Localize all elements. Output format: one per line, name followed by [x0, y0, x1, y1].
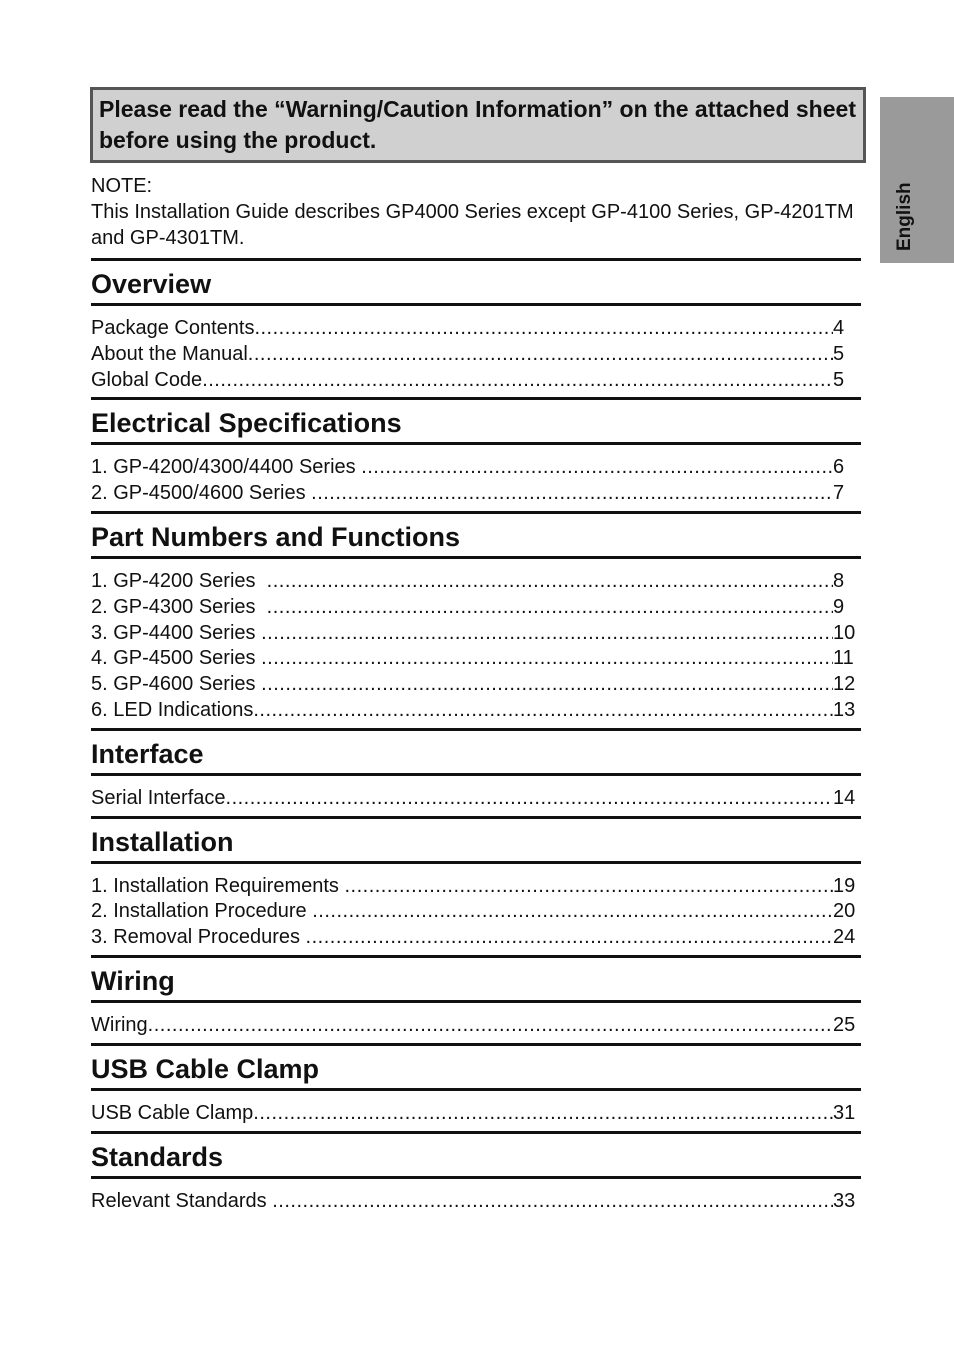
dot-leader	[148, 1013, 833, 1039]
toc-entry-page: 12	[833, 673, 856, 696]
toc-entry-label: 3. GP-4400 Series	[91, 621, 262, 644]
dot-leader	[306, 925, 833, 951]
toc-section	[91, 728, 861, 812]
section-heading: Standards	[91, 1131, 861, 1179]
toc-entry	[91, 899, 861, 925]
toc-entry	[91, 925, 861, 951]
toc-entry	[91, 672, 861, 698]
section-heading: Interface	[91, 728, 861, 776]
dot-leader	[248, 342, 833, 368]
dot-leader	[253, 698, 833, 724]
toc-entry-label: Package Contents	[91, 317, 255, 339]
section-heading: Overview	[91, 258, 861, 306]
toc-section	[91, 258, 861, 393]
dot-leader	[202, 368, 833, 394]
toc-section	[91, 397, 861, 507]
section-heading: USB Cable Clamp	[91, 1043, 861, 1091]
toc-section	[91, 1043, 861, 1127]
language-tab	[880, 97, 954, 263]
toc-entry-list	[91, 872, 861, 951]
dot-leader	[312, 899, 833, 925]
toc-section	[91, 955, 861, 1039]
table-of-contents	[91, 258, 861, 1218]
dot-leader	[344, 874, 833, 900]
toc-entry-label: 6. LED Indications	[91, 698, 254, 721]
toc-section	[91, 511, 861, 724]
toc-entry	[91, 698, 861, 724]
toc-entry-label: 2. GP-4500/4600 Series	[91, 482, 312, 505]
note-label: NOTE:	[91, 175, 153, 197]
toc-entry-page: 10	[833, 621, 856, 644]
toc-entry-page: 19	[833, 874, 856, 897]
toc-entry-label: 1. Installation Requirements	[91, 874, 345, 897]
toc-entry-list	[91, 453, 861, 507]
toc-section	[91, 816, 861, 951]
toc-entry	[91, 455, 861, 481]
dot-leader	[267, 569, 833, 595]
toc-entry-label: 4. GP-4500 Series	[91, 647, 262, 670]
section-heading: Part Numbers and Functions	[91, 511, 861, 559]
toc-entry-label: USB Cable Clamp	[91, 1101, 254, 1124]
dot-leader	[272, 1189, 833, 1215]
toc-entry-label: 3. Removal Procedures	[91, 926, 306, 949]
toc-entry-list	[91, 1099, 861, 1127]
dot-leader	[361, 455, 833, 481]
dot-leader	[267, 595, 833, 621]
warning-box: Please read the “Warning/Caution Information” on the attached sheet before using the product.	[90, 87, 866, 163]
language-tab-label: English	[894, 182, 915, 251]
toc-entry	[91, 1013, 861, 1039]
toc-entry	[91, 874, 861, 900]
toc-entry-label: 1. GP-4200 Series	[91, 569, 267, 592]
toc-entry	[91, 481, 861, 507]
dot-leader	[253, 1101, 833, 1127]
toc-entry-page: 5	[833, 342, 845, 365]
toc-entry	[91, 368, 861, 394]
toc-entry-page: 13	[833, 698, 856, 721]
toc-entry	[91, 646, 861, 672]
dot-leader	[226, 786, 833, 812]
dot-leader	[311, 481, 833, 507]
toc-entry-page: 6	[833, 456, 845, 479]
dot-leader	[261, 672, 833, 698]
toc-entry-label: Serial Interface	[91, 786, 226, 809]
toc-entry-page: 5	[833, 368, 845, 391]
toc-section	[91, 1131, 861, 1215]
toc-entry-label: Global Code	[91, 368, 203, 391]
toc-entry-page: 7	[833, 482, 845, 505]
toc-entry	[91, 316, 861, 342]
toc-entry	[91, 1189, 861, 1215]
dot-leader	[261, 621, 833, 647]
toc-entry-list	[91, 567, 861, 724]
section-heading: Wiring	[91, 955, 861, 1003]
dot-leader	[261, 646, 833, 672]
toc-entry-page: 20	[833, 900, 856, 923]
toc-entry-label: 2. Installation Procedure	[91, 900, 313, 923]
toc-entry	[91, 621, 861, 647]
toc-entry-page: 33	[833, 1189, 856, 1212]
dot-leader	[254, 316, 833, 342]
toc-entry-list	[91, 1187, 861, 1215]
note	[91, 173, 861, 251]
toc-entry-list	[91, 1011, 861, 1039]
section-heading: Electrical Specifications	[91, 397, 861, 445]
toc-entry	[91, 569, 861, 595]
toc-entry-label: Wiring	[91, 1013, 148, 1036]
toc-entry-page: 25	[833, 1013, 856, 1036]
toc-entry-page: 14	[833, 786, 856, 809]
toc-entry-page: 31	[833, 1101, 856, 1124]
toc-entry-label: 2. GP-4300 Series	[91, 595, 267, 618]
toc-entry-page: 9	[833, 595, 845, 618]
toc-entry-list	[91, 784, 861, 812]
toc-entry-page: 24	[833, 926, 856, 949]
toc-entry-list	[91, 314, 861, 393]
toc-entry	[91, 786, 861, 812]
toc-entry-page: 11	[833, 647, 854, 670]
toc-entry	[91, 1101, 861, 1127]
toc-entry-page: 4	[833, 317, 845, 339]
section-heading: Installation	[91, 816, 861, 864]
toc-entry-label: About the Manual	[91, 342, 248, 365]
toc-entry-page: 8	[833, 569, 845, 592]
toc-entry-label: Relevant Standards	[91, 1189, 273, 1212]
toc-entry-label: 5. GP-4600 Series	[91, 673, 262, 696]
toc-entry	[91, 342, 861, 368]
note-text: This Installation Guide describes GP4000 Series except GP-4100 Series, GP-4201TM and GP-4301TM.	[91, 201, 854, 249]
toc-entry-label: 1. GP-4200/4300/4400 Series	[91, 456, 362, 479]
toc-entry	[91, 595, 861, 621]
